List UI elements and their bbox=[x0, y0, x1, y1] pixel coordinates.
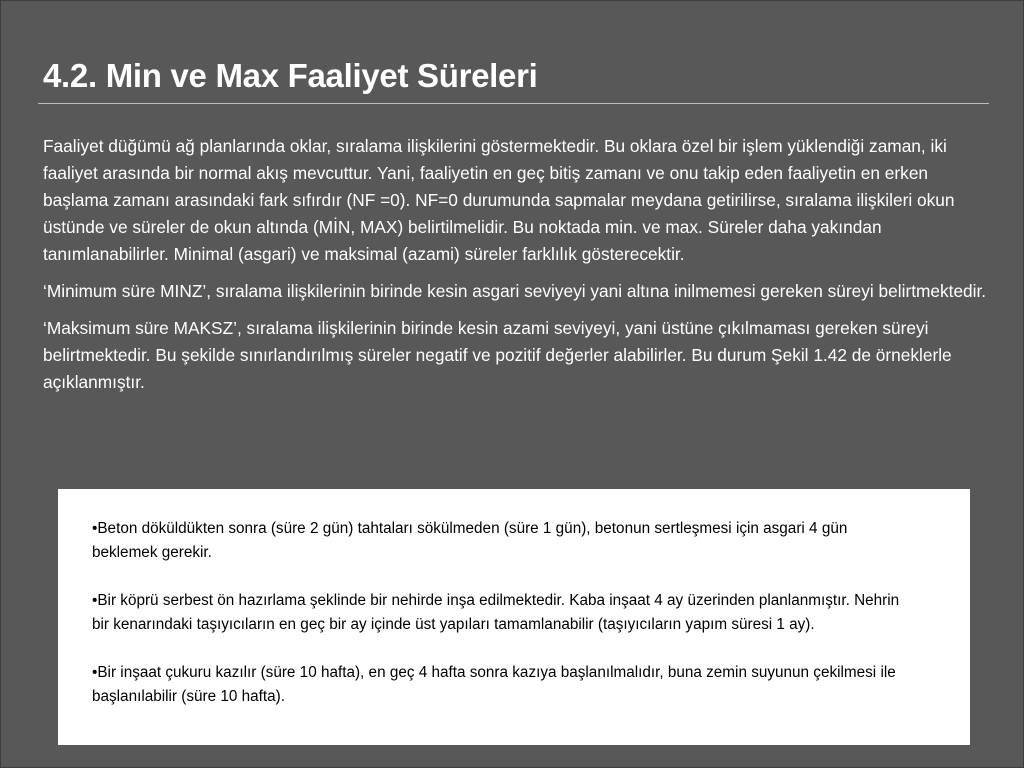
slide-body bbox=[43, 133, 998, 406]
example-item-excavation: •Bir inşaat çukuru kazılır (süre 10 hafta), en geç 4 hafta sonra kazıya başlanılmalıdır, buna zemin suyunun çekilmesi ile başlanılabilir (süre 10 hafta). bbox=[92, 664, 896, 705]
example-item-concrete: •Beton döküldükten sonra (süre 2 gün) tahtaları sökülmeden (süre 1 gün), betonun sertleşmesi için asgari 4 gün beklemek gerekir. bbox=[92, 520, 848, 561]
slide-title: 4.2. Min ve Max Faaliyet Süreleri bbox=[43, 57, 538, 94]
examples-box bbox=[58, 489, 970, 745]
examples-list bbox=[92, 517, 912, 709]
paragraph-intro: Faaliyet düğümü ağ planlarında oklar, sıralama ilişkilerini göstermektedir. Bu oklara özel bir işlem yüklendiği zaman, iki faaliyet arasında bir normal akış mevcuttur. Yani, faaliyetin en geç bitiş zamanı ve onu takip eden faaliyetin en erken başlama zamanı arasındaki fark sıfırdır (NF =0). NF=0 durumunda sapmalar meydana getirilirse, sıralama ilişkileri okun üstünde ve süreler de okun altında (MİN, MAX) belirtilmelidir. Bu noktada min. ve max. Süreler daha yakından tanımlanabilirler. Minimal (asgari) ve maksimal (azami) süreler farklılık gösterecektir. bbox=[43, 136, 955, 264]
paragraph-maximum-duration: ‘Maksimum süre MAKSZ’, sıralama ilişkilerinin birinde kesin azami seviyeyi, yani üstüne çıkılmaması gereken süreyi belirtmektedir. Bu şekilde sınırlandırılmış süreler negatif ve pozitif değerler alabilirler. Bu durum Şekil 1.42 de örneklerle açıklanmıştır. bbox=[43, 318, 952, 392]
example-item-bridge: •Bir köprü serbest ön hazırlama şeklinde bir nehirde inşa edilmektedir. Kaba inşaat 4 ay üzerinden planlanmıştır. Nehrin bir kenarındaki taşıyıcıların en geç bir ay içinde üst yapıları tamamlanabilir (taşıyıcıların yapım süresi 1 ay). bbox=[92, 592, 900, 633]
paragraph-minimum-duration: ‘Minimum süre MINZ’, sıralama ilişkilerinin birinde kesin asgari seviyeyi yani altına inilmemesi gereken süreyi belirtmektedir. bbox=[43, 281, 987, 301]
title-divider bbox=[38, 103, 989, 104]
